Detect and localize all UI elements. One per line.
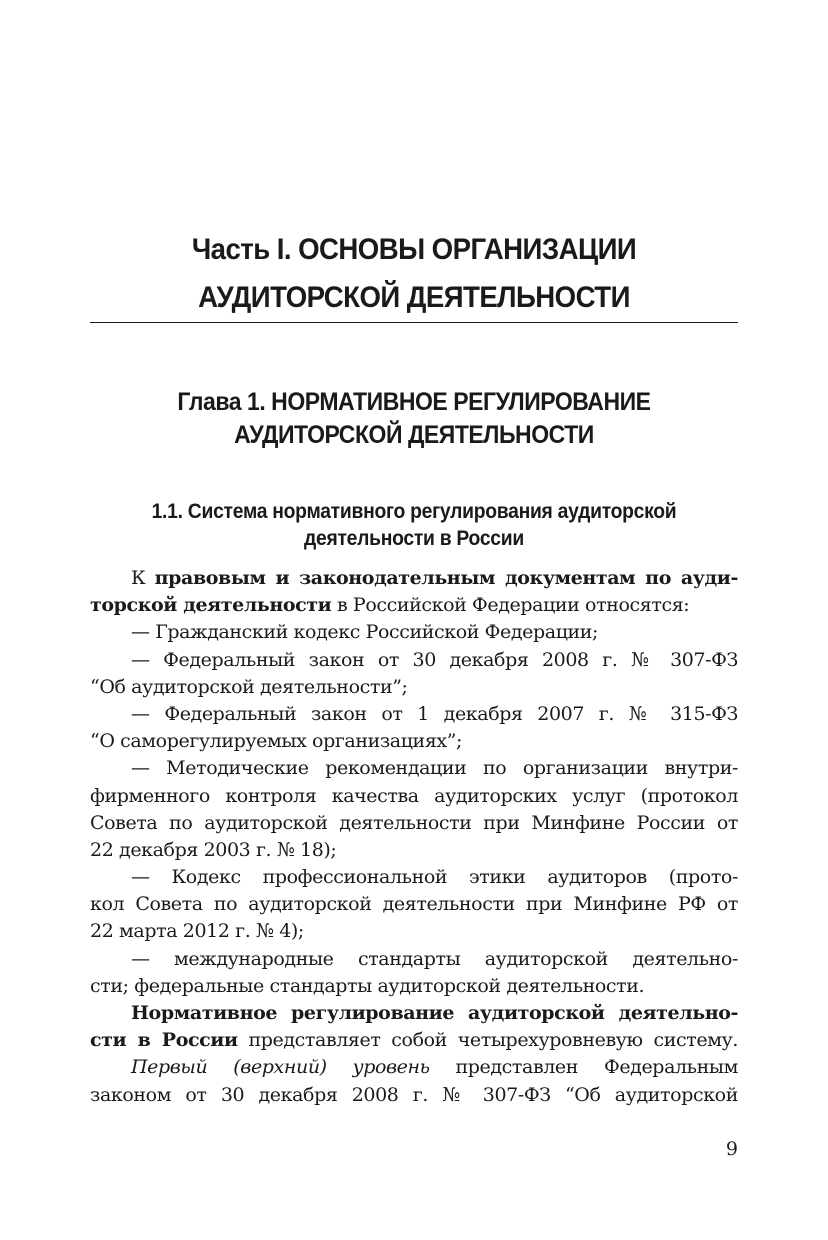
text-line — [90, 1000, 738, 1027]
list-item-continuation: Совета по аудиторской деятельности при Минфине России от — [90, 811, 738, 834]
list-item: — Методические рекомендации по организации внутри- — [131, 757, 738, 780]
list-item-continuation: 22 декабря 2003 г. № 18); — [90, 838, 337, 861]
text-line — [90, 1027, 738, 1054]
list-item: — Федеральный закон от 1 декабря 2007 г. № 315-ФЗ — [131, 702, 738, 725]
text-line — [90, 1054, 738, 1081]
list-item-continuation: кол Совета по аудиторской деятельности при Минфине РФ от — [90, 893, 738, 916]
text-line — [90, 592, 738, 619]
part-title-rule — [90, 322, 738, 323]
text-run: представляет собой четырехуровневую систему. — [237, 1029, 738, 1052]
chapter-title — [116, 386, 712, 452]
text-run: в Российской Федерации относятся: — [331, 594, 690, 617]
list-item: — Гражданский кодекс Российской Федерации; — [131, 621, 599, 644]
text-line: законом от 30 декабря 2008 г. № 307-ФЗ “Об аудиторской — [90, 1083, 738, 1106]
section-title-line-2: деятельности в России — [304, 527, 524, 550]
bold-term: Нормативное регулирование аудиторской деятельно- — [131, 1002, 738, 1024]
body-text — [90, 565, 738, 1109]
page-number: 9 — [725, 1138, 738, 1160]
italic-term: Первый (верхний) уровень — [131, 1056, 430, 1079]
chapter-title-line-2: АУДИТОРСКОЙ ДЕЯТЕЛЬНОСТИ — [234, 421, 594, 449]
part-title-line-2: АУДИТОРСКОЙ ДЕЯТЕЛЬНОСТИ — [198, 281, 630, 314]
list-item-continuation: 22 марта 2012 г. № 4); — [90, 920, 304, 943]
bold-term: правовым и законодательным документам по ауди- — [154, 567, 738, 589]
list-item-continuation: сти; федеральные стандарты аудиторской деятельности. — [90, 974, 645, 997]
list-item: — Кодекс профессиональной этики аудиторов (прото- — [131, 866, 738, 889]
list-item: — Федеральный закон от 30 декабря 2008 г. № 307-ФЗ — [131, 648, 738, 671]
list-item-continuation: “Об аудиторской деятельности”; — [90, 675, 408, 698]
text-run: К — [131, 567, 155, 589]
list-item: — международные стандарты аудиторской деятельно- — [131, 947, 738, 970]
section-title-line-1: 1.1. Система нормативного регулирования аудиторской — [151, 500, 677, 523]
list-item-continuation: фирменного контроля качества аудиторских услуг (протокол — [90, 784, 738, 807]
chapter-title-line-1: Глава 1. НОРМАТИВНОЕ РЕГУЛИРОВАНИЕ — [177, 388, 651, 416]
text-line — [90, 565, 738, 592]
part-title — [116, 226, 712, 322]
text-run: представлен Федеральным — [429, 1056, 738, 1079]
part-title-line-1: Часть I. ОСНОВЫ ОРГАНИЗАЦИИ — [191, 233, 637, 266]
section-title — [116, 498, 712, 552]
bold-term: торской деятельности — [90, 594, 332, 617]
bold-term: сти в России — [90, 1029, 238, 1052]
list-item-continuation: “О саморегулируемых организациях”; — [90, 730, 463, 753]
